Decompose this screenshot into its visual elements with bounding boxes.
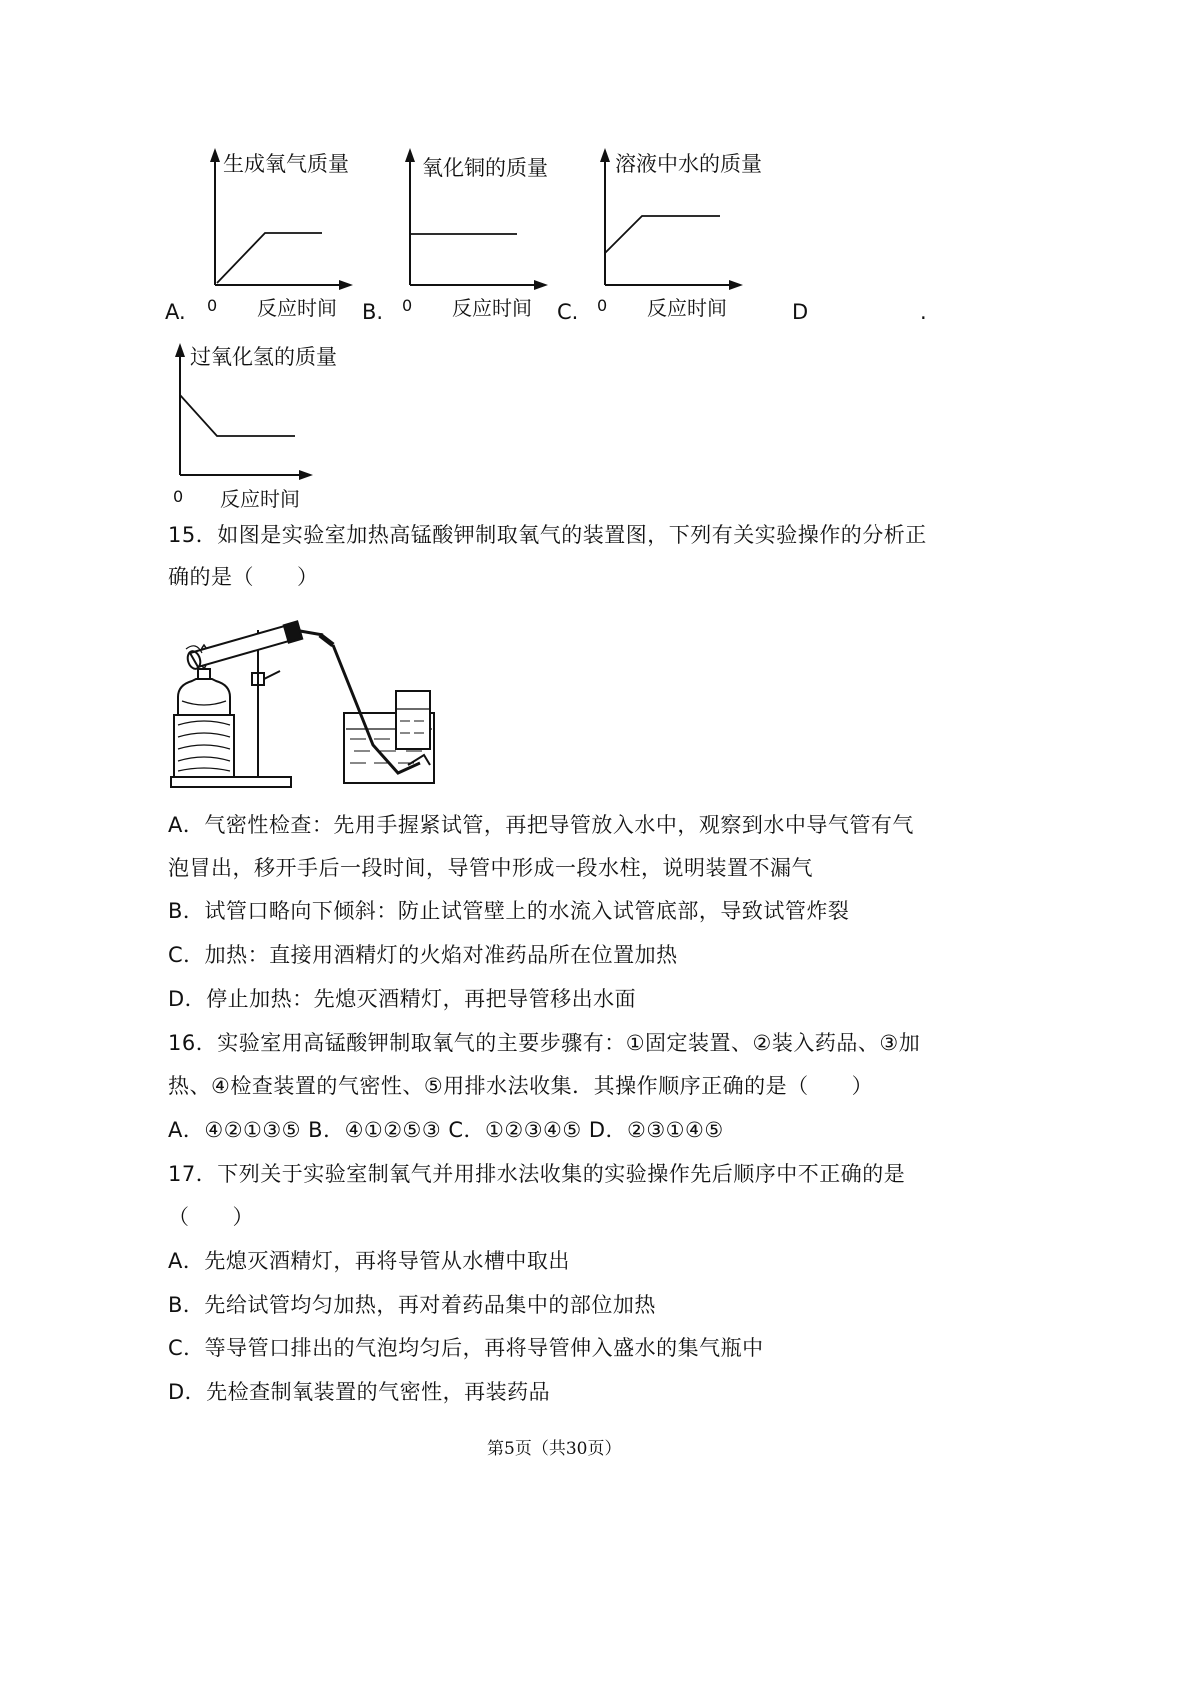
graph-d-curve	[180, 395, 295, 436]
graph-b-option: B.	[362, 300, 384, 324]
q17-option-c: C．等导管口排出的气泡均匀后，再将导管伸入盛水的集气瓶中	[168, 1336, 764, 1360]
graph-d-trailing-dot: .	[920, 300, 927, 324]
q15-stem-line2: 确的是（ ）	[168, 565, 319, 589]
graph-b-xlabel: 反应时间	[452, 296, 532, 320]
q17-option-a: A．先熄灭酒精灯，再将导管从水槽中取出	[168, 1249, 570, 1273]
graph-a-ylabel: 生成氧气质量	[223, 152, 349, 176]
graph-c-origin: 0	[597, 296, 608, 315]
q17-option-b: B．先给试管均匀加热，再对着药品集中的部位加热	[168, 1293, 656, 1317]
q16-stem-line1: 16．实验室用高锰酸钾制取氧气的主要步骤有：①固定装置、②装入药品、③加	[168, 1031, 921, 1055]
q17-stem-line2: （ ）	[168, 1205, 254, 1229]
graph-d-ylabel: 过氧化氢的质量	[190, 345, 337, 369]
graph-b-origin: 0	[402, 296, 413, 315]
graph-d-option: D	[792, 300, 809, 324]
graph-b	[362, 140, 552, 325]
graph-a-xlabel: 反应时间	[257, 296, 337, 320]
graph-a	[165, 140, 355, 325]
graph-d-xlabel: 反应时间	[220, 487, 300, 511]
q16-stem-line2: 热、④检查装置的气密性、⑤用排水法收集．其操作顺序正确的是（ ）	[168, 1074, 874, 1098]
q15-option-c: C．加热：直接用酒精灯的火焰对准药品所在位置加热	[168, 943, 678, 967]
q17-option-d: D．先检查制氧装置的气密性，再装药品	[168, 1380, 551, 1404]
page-footer: 第5页（共30页）	[487, 1439, 622, 1459]
q15-option-b: B．试管口略向下倾斜：防止试管壁上的水流入试管底部，导致试管炸裂	[168, 899, 850, 923]
q15-option-d: D．停止加热：先熄灭酒精灯，再把导管移出水面	[168, 987, 637, 1011]
q16-options: A．④②①③⑤ B．④①②⑤③ C．①②③④⑤ D．②③①④⑤	[168, 1118, 724, 1142]
graph-c	[557, 140, 767, 325]
q15-option-a-line1: A．气密性检查：先用手握紧试管，再把导管放入水中，观察到水中导气管有气	[168, 813, 914, 837]
graph-c-option: C.	[557, 300, 579, 324]
graph-c-curve	[605, 216, 720, 253]
lab-apparatus-illustration	[168, 605, 438, 795]
graph-a-option: A.	[165, 300, 186, 324]
graph-d	[165, 335, 355, 520]
graph-a-curve	[217, 233, 322, 283]
graph-b-ylabel: 氧化铜的质量	[422, 156, 548, 180]
q15-option-a-line2: 泡冒出，移开手后一段时间，导管中形成一段水柱，说明装置不漏气	[168, 856, 813, 880]
graph-d-origin: 0	[173, 487, 184, 506]
graph-c-xlabel: 反应时间	[647, 296, 727, 320]
q17-stem-line1: 17．下列关于实验室制氧气并用排水法收集的实验操作先后顺序中不正确的是	[168, 1162, 906, 1186]
graph-c-ylabel: 溶液中水的质量	[615, 152, 762, 176]
graph-a-origin: 0	[207, 296, 218, 315]
q15-stem-line1: 15．如图是实验室加热高锰酸钾制取氧气的装置图，下列有关实验操作的分析正	[168, 523, 927, 547]
